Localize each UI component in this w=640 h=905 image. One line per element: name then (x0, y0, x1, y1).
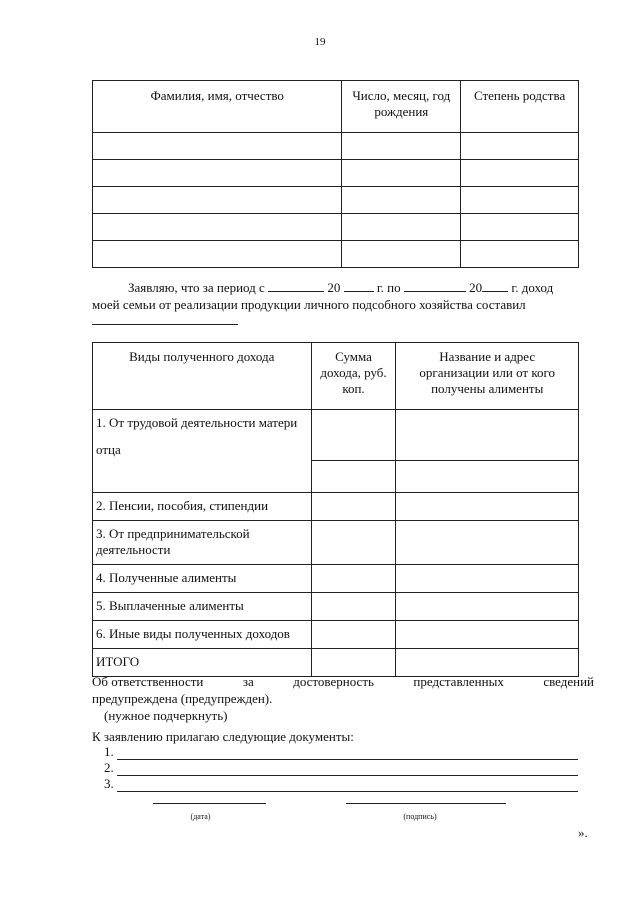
amount-cell[interactable] (311, 521, 396, 565)
amount-cell[interactable] (311, 410, 396, 461)
birth-date-cell[interactable] (342, 241, 461, 268)
table-row (93, 241, 579, 268)
attachment-number: 2. (104, 760, 114, 775)
period-start-blank[interactable] (268, 279, 324, 292)
organization-cell[interactable] (396, 621, 579, 649)
full-name-cell[interactable] (93, 241, 342, 268)
table-row (93, 565, 579, 593)
period-end-year-blank[interactable] (482, 279, 508, 292)
income-statement-line-1 (92, 279, 592, 297)
amount-cell[interactable] (311, 565, 396, 593)
income-statement-line-2: моей семьи от реализации продукции личного подсобного хозяйства составил (92, 297, 526, 312)
attachment-blank[interactable] (117, 748, 578, 760)
family-table (92, 80, 579, 268)
amount-cell[interactable] (311, 493, 396, 521)
date-caption: (дата) (190, 812, 211, 821)
header-income-amount: Сумма дохода, руб. коп. (311, 343, 396, 410)
income-type-alimony-paid: 5. Выплаченные алименты (93, 593, 312, 621)
table-row (93, 521, 579, 565)
attachment-line-3 (104, 776, 578, 792)
organization-cell[interactable] (396, 593, 579, 621)
table-row (93, 493, 579, 521)
attachment-blank[interactable] (117, 780, 578, 792)
responsibility-word: достоверность (293, 674, 374, 689)
full-name-cell[interactable] (93, 133, 342, 160)
organization-cell[interactable] (396, 493, 579, 521)
header-organization: Название и адрес организации или от кого получены алименты (396, 343, 579, 410)
responsibility-line-2: предупреждена (предупрежден). (92, 691, 273, 706)
statement-year-prefix-2: 20 (469, 280, 483, 295)
table-row (93, 410, 579, 461)
table-row (93, 187, 579, 214)
signature-caption: (подпись) (403, 812, 437, 821)
statement-text-period-to: г. по (376, 280, 401, 295)
responsibility-word: сведений (543, 674, 594, 689)
full-name-cell[interactable] (93, 187, 342, 214)
table-row (93, 621, 579, 649)
statement-year-prefix-1: 20 (327, 280, 341, 295)
relationship-cell[interactable] (461, 214, 579, 241)
responsibility-statement (92, 673, 594, 724)
income-type-other: 6. Иные виды полученных доходов (93, 621, 312, 649)
income-type-cell (93, 410, 312, 493)
birth-date-cell[interactable] (342, 160, 461, 187)
amount-cell[interactable] (311, 460, 396, 492)
closing-quote: ». (578, 825, 588, 840)
table-row (93, 214, 579, 241)
page-number: 19 (314, 36, 326, 48)
income-table-header-row (93, 343, 579, 410)
relationship-cell[interactable] (461, 160, 579, 187)
income-type-labor-mother: 1. От трудовой деятельности матери (96, 415, 298, 430)
full-name-cell[interactable] (93, 214, 342, 241)
table-row (93, 133, 579, 160)
attachment-line-2 (104, 760, 578, 776)
amount-cell[interactable] (311, 593, 396, 621)
responsibility-line-1 (92, 673, 594, 690)
statement-text-period-from: Заявляю, что за период с (128, 280, 265, 295)
income-total-label: ИТОГО (93, 649, 312, 677)
attachment-blank[interactable] (117, 764, 578, 776)
signature-line[interactable] (346, 803, 506, 804)
responsibility-word: за (242, 674, 254, 689)
relationship-cell[interactable] (461, 187, 579, 214)
organization-cell[interactable] (396, 521, 579, 565)
responsibility-word: Об ответственности (92, 674, 204, 689)
table-row (93, 593, 579, 621)
income-type-alimony-received: 4. Полученные алименты (93, 565, 312, 593)
header-birth-date: Число, месяц, год рождения (342, 81, 461, 133)
attachment-number: 3. (104, 776, 114, 791)
birth-date-cell[interactable] (342, 187, 461, 214)
relationship-cell[interactable] (461, 133, 579, 160)
income-table (92, 342, 579, 677)
organization-cell[interactable] (396, 410, 579, 461)
organization-cell[interactable] (396, 565, 579, 593)
birth-date-cell[interactable] (342, 214, 461, 241)
header-full-name: Фамилия, имя, отчество (93, 81, 342, 133)
attachment-number: 1. (104, 744, 114, 759)
income-type-pensions: 2. Пенсии, пособия, стипендии (93, 493, 312, 521)
organization-cell[interactable] (396, 460, 579, 492)
income-type-business: 3. От предпринимательской деятельности (93, 521, 312, 565)
statement-text-income: г. доход (511, 280, 554, 295)
header-relationship: Степень родства (461, 81, 579, 133)
period-end-blank[interactable] (404, 279, 466, 292)
attachment-line-1 (104, 744, 578, 760)
attachments-title: К заявлению прилагаю следующие документы: (92, 729, 354, 744)
full-name-cell[interactable] (93, 160, 342, 187)
header-income-type: Виды полученного дохода (93, 343, 312, 410)
relationship-cell[interactable] (461, 241, 579, 268)
responsibility-word: представленных (413, 674, 504, 689)
period-start-year-blank[interactable] (344, 279, 374, 292)
birth-date-cell[interactable] (342, 133, 461, 160)
family-table-header-row (93, 81, 579, 133)
amount-cell[interactable] (311, 621, 396, 649)
underline-note: (нужное подчеркнуть) (104, 708, 228, 723)
income-amount-blank[interactable] (92, 324, 238, 325)
table-row (93, 160, 579, 187)
income-type-labor-father: отца (96, 442, 121, 457)
date-line[interactable] (153, 803, 266, 804)
